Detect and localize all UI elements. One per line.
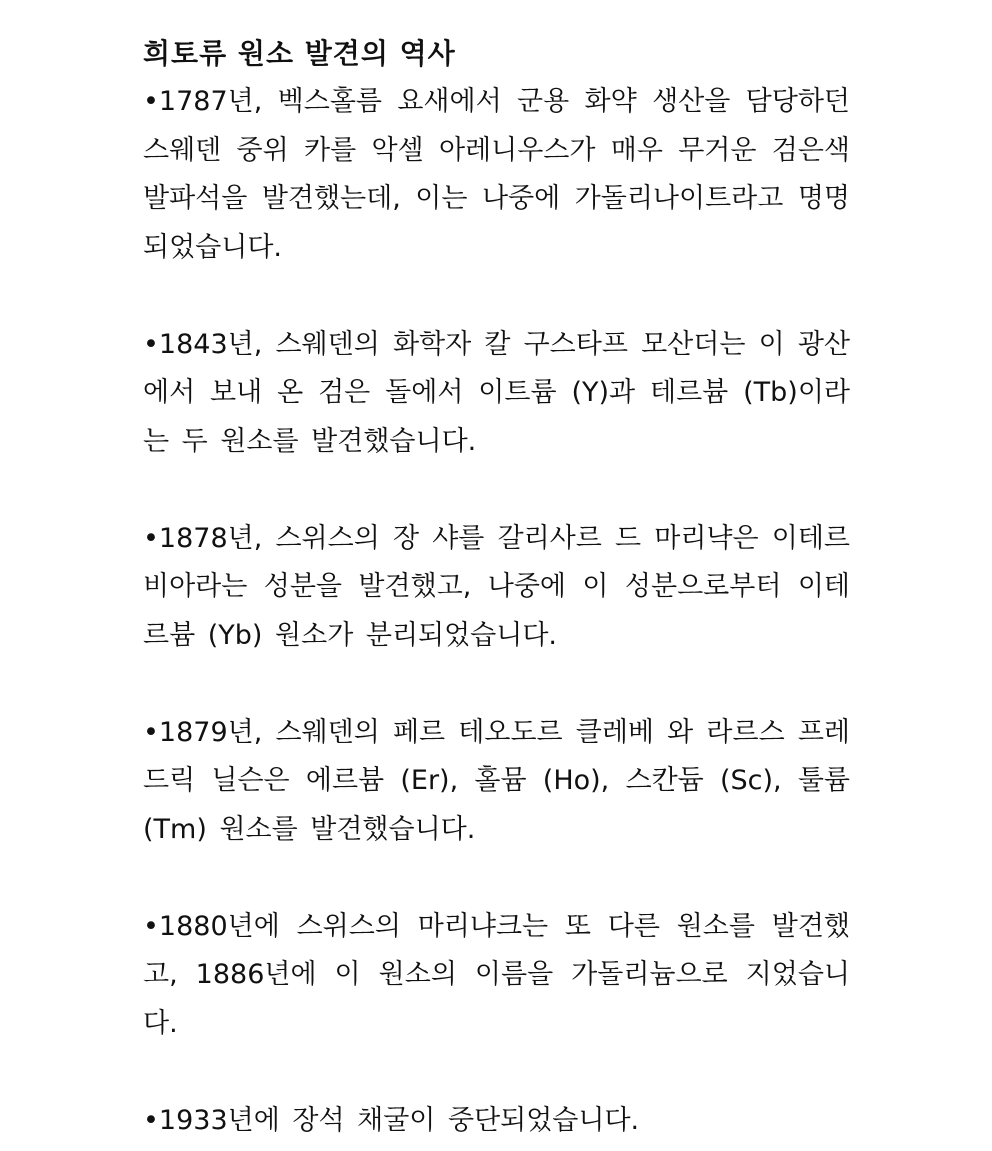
history-entry-1933: •1933년에 장석 채굴이 중단되었습니다. <box>143 1104 640 1136</box>
page-title: 희토류 원소 발견의 역사 <box>143 37 456 70</box>
history-entry-1843: •1843년, 스웨덴의 화학자 칼 구스타프 모산더는 이 광산에서 보내 온 검은 돌에서 이트륨 (Y)과 테르븀 (Tb)이라는 두 원소를 발견했습니다. <box>143 328 850 457</box>
document-body <box>143 30 850 1145</box>
history-entry-1880: •1880년에 스위스의 마리냐크는 또 다른 원소를 발견했고, 1886년에 이 원소의 이름을 가돌리늄으로 지었습니다. <box>143 910 850 1039</box>
history-entry-1879: •1879년, 스웨덴의 페르 테오도르 클레베 와 라르스 프레드릭 닐슨은 에르븀 (Er), 홀뮴 (Ho), 스칸듐 (Sc), 툴륨 (Tm) 원소를 발견했습니다. <box>143 716 850 845</box>
history-entry-1787: •1787년, 벡스홀름 요새에서 군용 화약 생산을 담당하던 스웨덴 중위 카를 악셀 아레니우스가 매우 무거운 검은색 발파석을 발견했는데, 이는 나중에 가돌리나이트라고 명명되었습니다. <box>143 86 850 263</box>
history-entry-1878: •1878년, 스위스의 장 샤를 갈리사르 드 마리냑은 이테르비아라는 성분을 발견했고, 나중에 이 성분으로부터 이테르븀 (Yb) 원소가 분리되었습니다. <box>143 522 850 651</box>
